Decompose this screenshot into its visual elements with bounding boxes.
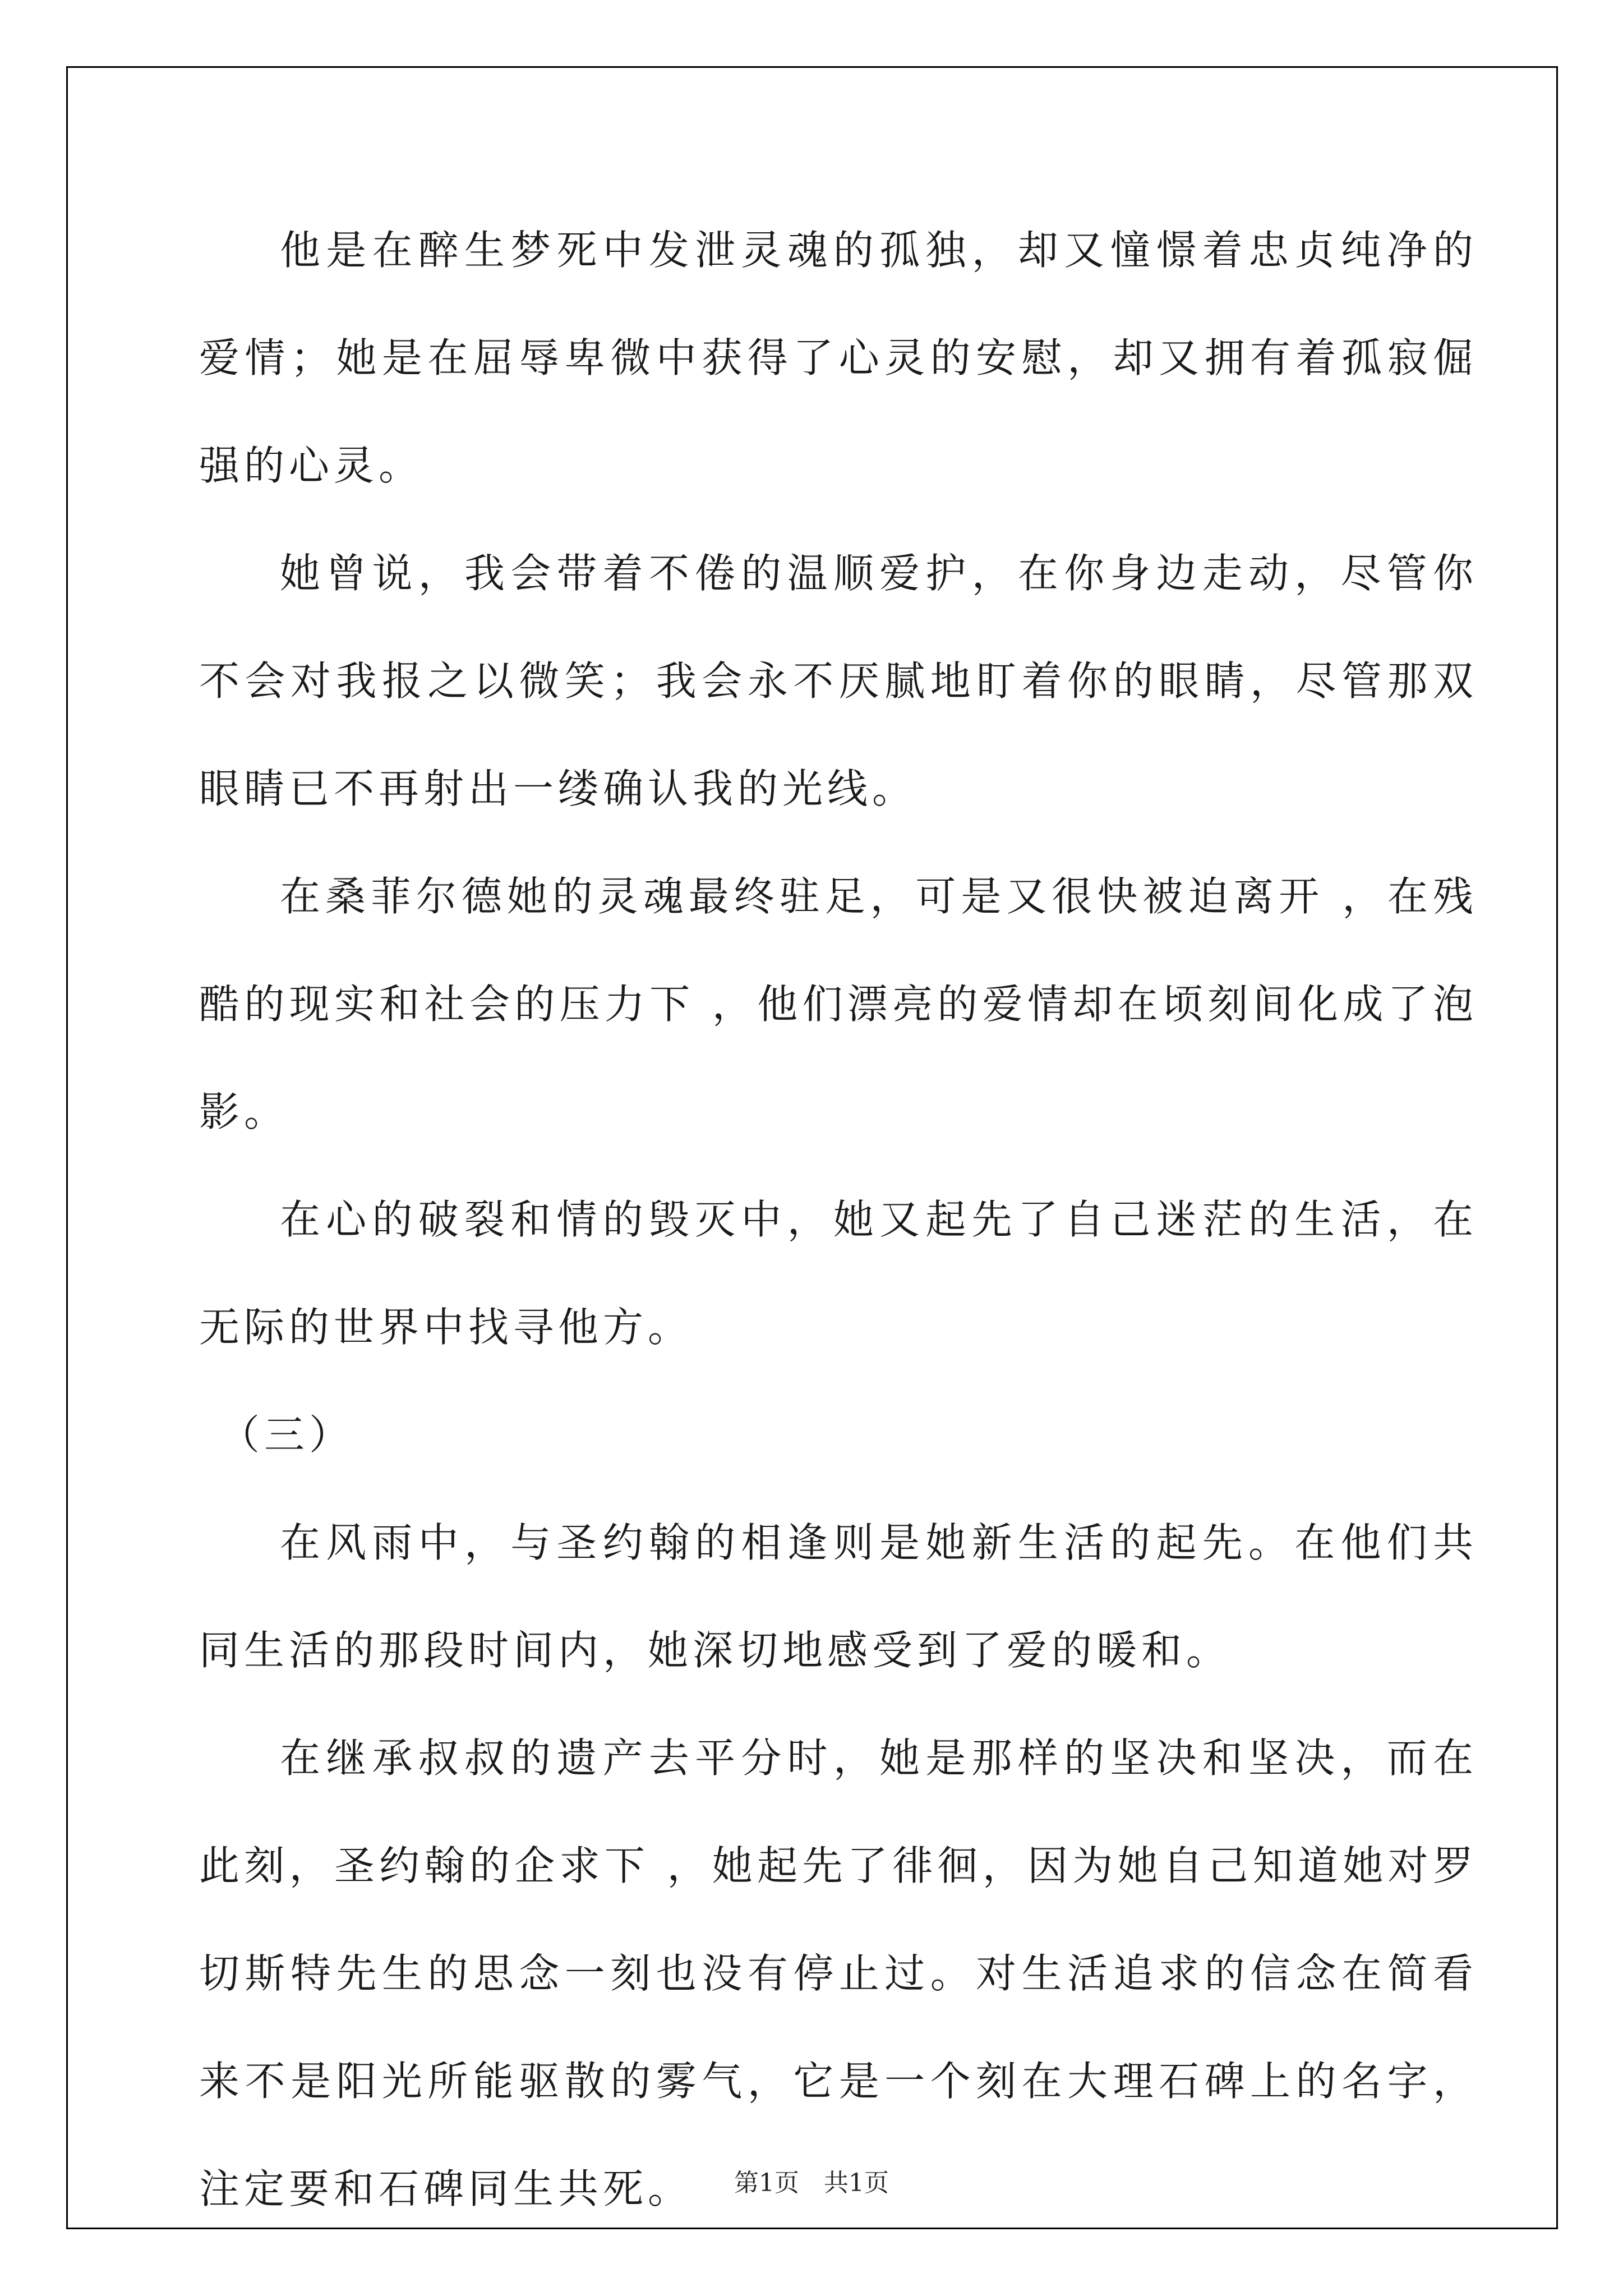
paragraph-6: 在继承叔叔的遗产去平分时，她是那样的坚决和坚决，而在此刻，圣约翰的企求下 ，她起先了徘徊，因为她自己知道她对罗切斯特先生的思念一刻也没有停止过。对生活追求的信念在简看来不是阳光所能驱散的雾气，它是一个刻在大理石碑上的名字，注定要和石碑同生共死。	[199, 1734, 1478, 2212]
paragraph-1: 他是在醉生梦死中发泄灵魂的孤独，却又憧憬着忠贞纯净的爱情；她是在屈辱卑微中获得了心灵的安慰，却又拥有着孤寂倔强的心灵。	[199, 227, 1478, 489]
page-footer: 第1页 共1页	[734, 2169, 889, 2197]
paragraph-3: 在桑菲尔德她的灵魂最终驻足，可是又很快被迫离开 ，在残酷的现实和社会的压力下 ，他们漂亮的爱情却在顷刻间化成了泡影。	[199, 873, 1478, 1135]
document-body	[199, 196, 1478, 2243]
paragraph-5: 在风雨中，与圣约翰的相逢则是她新生活的起先。在他们共同生活的那段时间内，她深切地感受到了爱的暖和。	[199, 1519, 1478, 1674]
paragraph-2: 她曾说，我会带着不倦的温顺爱护，在你身边走动，尽管你不会对我报之以微笑；我会永不厌腻地盯着你的眼睛，尽管那双眼睛已不再射出一缕确认我的光线。	[199, 550, 1478, 812]
section-heading: （三）	[219, 1411, 354, 1458]
paragraph-4: 在心的破裂和情的毁灭中，她又起先了自己迷茫的生活，在无际的世界中找寻他方。	[199, 1196, 1478, 1351]
